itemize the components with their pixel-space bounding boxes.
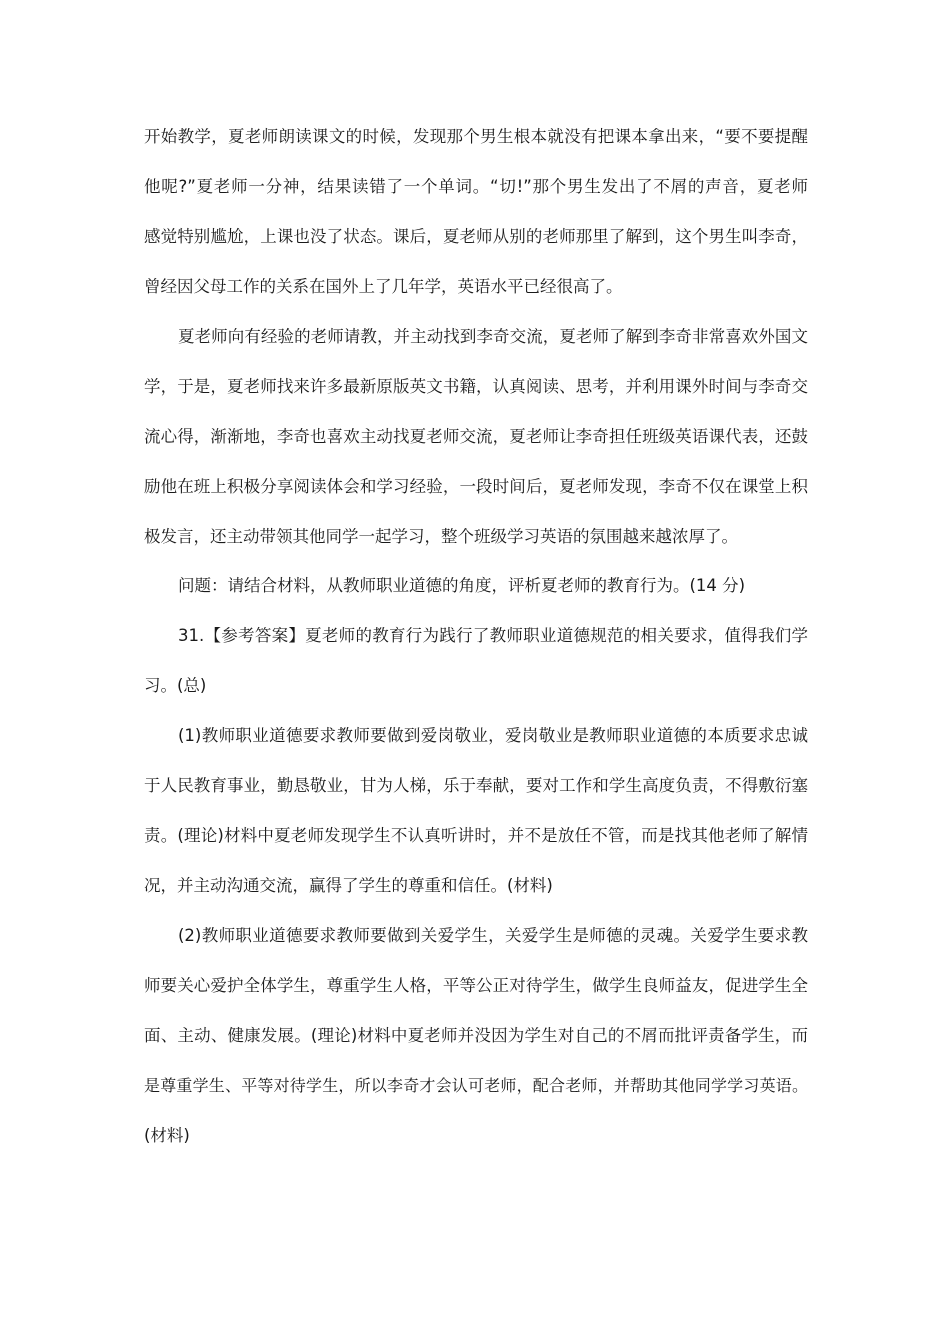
text-line: 学，于是，夏老师找来许多最新原版英文书籍，认真阅读、思考，并利用课外时间与李奇交	[144, 377, 808, 396]
answer-line: 习。(总)	[144, 676, 207, 695]
text-line: 流心得，渐渐地，李奇也喜欢主动找夏老师交流，夏老师让李奇担任班级英语课代表，还鼓	[144, 427, 808, 446]
text-line: 夏老师向有经验的老师请教，并主动找到李奇交流，夏老师了解到李奇非常喜欢外国文	[178, 327, 808, 346]
text-line: 师要关心爱护全体学生，尊重学生人格，平等公正对待学生，做学生良师益友，促进学生全	[144, 976, 808, 995]
question-line: 问题：请结合材料，从教师职业道德的角度，评析夏老师的教育行为。(14 分)	[178, 576, 746, 595]
text-line: (1)教师职业道德要求教师要做到爱岗敬业，爱岗敬业是教师职业道德的本质要求忠诚	[178, 726, 808, 745]
text-line: 面、主动、健康发展。(理论)材料中夏老师并没因为学生对自己的不屑而批评责备学生，而	[144, 1026, 808, 1045]
text-line: 他呢?”夏老师一分神，结果读错了一个单词。“切!”那个男生发出了不屑的声音，夏老师	[144, 177, 808, 196]
answer-line: 31.【参考答案】夏老师的教育行为践行了教师职业道德规范的相关要求，值得我们学	[178, 626, 808, 645]
text-line: 极发言，还主动带领其他同学一起学习，整个班级学习英语的氛围越来越浓厚了。	[144, 527, 738, 546]
text-line: (2)教师职业道德要求教师要做到关爱学生，关爱学生是师德的灵魂。关爱学生要求教	[178, 926, 808, 945]
text-line: 励他在班上积极分享阅读体会和学习经验，一段时间后，夏老师发现，李奇不仅在课堂上积	[144, 477, 808, 496]
text-line: (材料)	[144, 1126, 190, 1145]
text-line: 于人民教育事业，勤恳敬业，甘为人梯，乐于奉献，要对工作和学生高度负责，不得敷衍塞	[144, 776, 808, 795]
text-line: 责。(理论)材料中夏老师发现学生不认真听讲时，并不是放任不管，而是找其他老师了解情	[144, 826, 808, 845]
text-line: 是尊重学生、平等对待学生，所以李奇才会认可老师，配合老师，并帮助其他同学学习英语。	[144, 1076, 808, 1095]
text-line: 开始教学，夏老师朗读课文的时候，发现那个男生根本就没有把课本拿出来，“要不要提醒	[144, 127, 808, 146]
text-line: 况，并主动沟通交流，赢得了学生的尊重和信任。(材料)	[144, 876, 553, 895]
text-line: 曾经因父母工作的关系在国外上了几年学，英语水平已经很高了。	[144, 277, 623, 296]
text-line: 感觉特别尴尬，上课也没了状态。课后，夏老师从别的老师那里了解到，这个男生叫李奇，	[144, 227, 808, 246]
